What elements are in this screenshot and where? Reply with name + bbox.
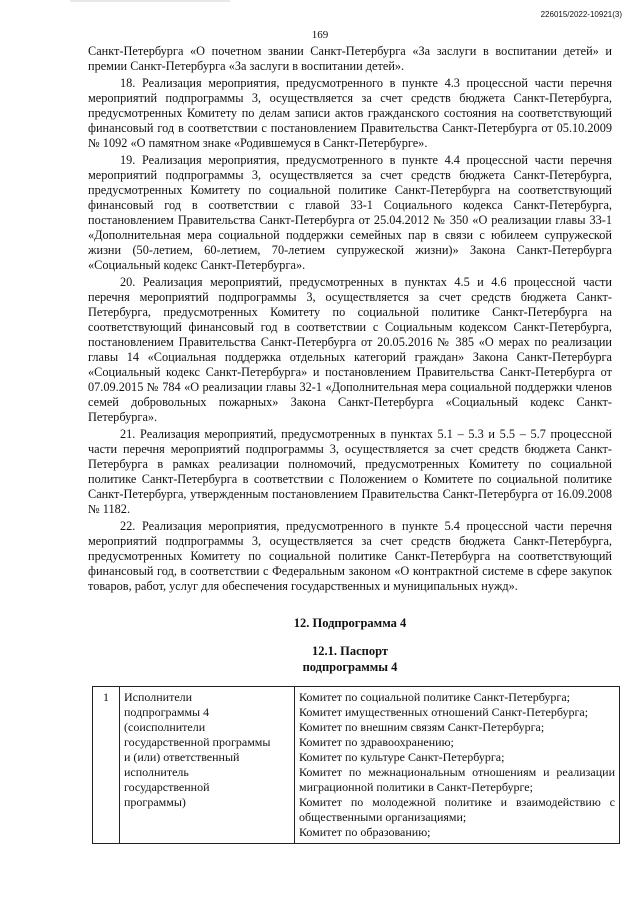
paragraph-20: 20. Реализация мероприятий, предусмотренных в пунктах 4.5 и 4.6 процессной части перечня мероприятий подпрограммы 3, осуществляется за счет средств бюджета Санкт-Петербурга, предусмотренных Комитету по социальной политике Санкт-Петербурга на соответствующий финансовый год в соответствии с Социальным кодексом Санкт-Петербурга, постановлением Правительства Санкт-Петербурга от 20.05.2016 № 385 «О мерах по реализации главы 14 «Социальная поддержка отдельных категорий граждан» Закона Санкт-Петербурга «Социальный кодекс Санкт-Петербурга» и постановлением Правительства Санкт-Петербурга от 07.09.2015 № 784 «О реализации главы 32-1 «Дополнительная мера социальной поддержки членов семей добровольных пожарных» Закона Санкт-Петербурга «Социальный кодекс Санкт-Петербурга». (88, 275, 612, 424)
paragraph-19: 19. Реализация мероприятия, предусмотренного в пункте 4.4 процессной части перечня мероприятий подпрограммы 3, осуществляется за счет средств бюджета Санкт-Петербурга, предусмотренных Комитету по социальной политике Санкт-Петербурга на соответствующий финансовый год в соответствии с главой 33-1 Социального кодекса Санкт-Петербурга, постановлением Правительства Санкт-Петербурга от 25.04.2012 № 350 «О реализации главы 33-1 «Дополнительная мера социальной поддержки семейных пар в связи с юбилеем супружеской жизни (50-летием, 60-летием, 70-летием супружеской жизни)» Закона Санкт-Петербурга «Социальный кодекс Санкт-Петербурга». (88, 153, 612, 272)
executor-item: Комитет по социальной политике Санкт-Петербурга; (299, 690, 570, 704)
subsection-title-line1: 12.1. Паспорт (311, 644, 389, 658)
executor-item: Комитет по внешним связям Санкт-Петербурга; (299, 720, 545, 734)
passport-table (92, 686, 620, 844)
table-row (93, 687, 620, 844)
label-line: Исполнители (124, 690, 193, 704)
paragraph-22: 22. Реализация мероприятия, предусмотренного в пункте 5.4 процессной части перечня мероприятий подпрограммы 3, осуществляется за счет средств бюджета Санкт-Петербурга, предусмотренных Комитету по социальной политике Санкт-Петербурга на соответствующий финансовый год, в соответствии с Федеральным законом «О контрактной системе в сфере закупок товаров, работ, услуг для обеспечения государственных и муниципальных нужд». (88, 519, 612, 593)
label-line: государственной программы (124, 735, 271, 749)
executor-item: Комитет по культуре Санкт-Петербурга; (299, 750, 505, 764)
executor-item: Комитет по межнациональным отношениям и реализации миграционной политики в Санкт-Петербурге; (299, 765, 615, 794)
label-line: (соисполнители (124, 720, 206, 734)
paragraph-21: 21. Реализация мероприятий, предусмотренных в пунктах 5.1 – 5.3 и 5.5 – 5.7 процессной части перечня мероприятий подпрограммы 3, осуществляется за счет средств бюджета Санкт-Петербурга в рамках реализации полномочий, предусмотренных Комитету по социальной политике Санкт-Петербурга в соответствии с Положением о Комитете по социальной политике Санкт-Петербурга, утвержденным постановлением Правительства Санкт-Петербурга от 16.09.2008 № 1182. (88, 427, 612, 516)
page-number: 169 (311, 29, 329, 41)
label-line: подпрограммы 4 (124, 705, 210, 719)
label-line: государственной (124, 780, 210, 794)
label-line: и (или) ответственный (124, 750, 240, 764)
executors-list (295, 687, 620, 844)
label-line: программы) (124, 795, 186, 809)
subsection-title-line2: подпрограммы 4 (302, 660, 398, 674)
document-body (88, 44, 612, 675)
paragraph-18: 18. Реализация мероприятия, предусмотренного в пункте 4.3 процессной части перечня мероприятий подпрограммы 3, осуществляется за счет средств бюджета Санкт-Петербурга, предусмотренных Комитету по делам записи актов гражданского состояния на соответствующий финансовый год в соответствии с постановлением Правительства Санкт-Петербурга от 05.10.2009 № 1092 «О памятном знаке «Родившемуся в Санкт-Петербурге». (88, 76, 612, 150)
executor-item: Комитет имущественных отношений Санкт-Петербурга; (299, 705, 589, 719)
document-id: 226015/2022-10921(3) (540, 10, 622, 19)
row-label (120, 687, 295, 844)
section-title: 12. Подпрограмма 4 (293, 616, 407, 630)
row-number: 1 (93, 687, 120, 844)
executor-item: Комитет по образованию; (299, 825, 431, 839)
paragraph-continuation: Санкт-Петербурга «О почетном звании Санкт-Петербурга «За заслуги в воспитании детей» и премии Санкт-Петербурга «За заслуги в воспитании детей». (88, 44, 612, 73)
executor-item: Комитет по здравоохранению; (299, 735, 454, 749)
subsection-title (88, 643, 612, 675)
executor-item: Комитет по молодежной политике и взаимодействию с общественными организациями; (299, 795, 615, 824)
label-line: исполнитель (124, 765, 189, 779)
scan-artifact (70, 0, 230, 2)
